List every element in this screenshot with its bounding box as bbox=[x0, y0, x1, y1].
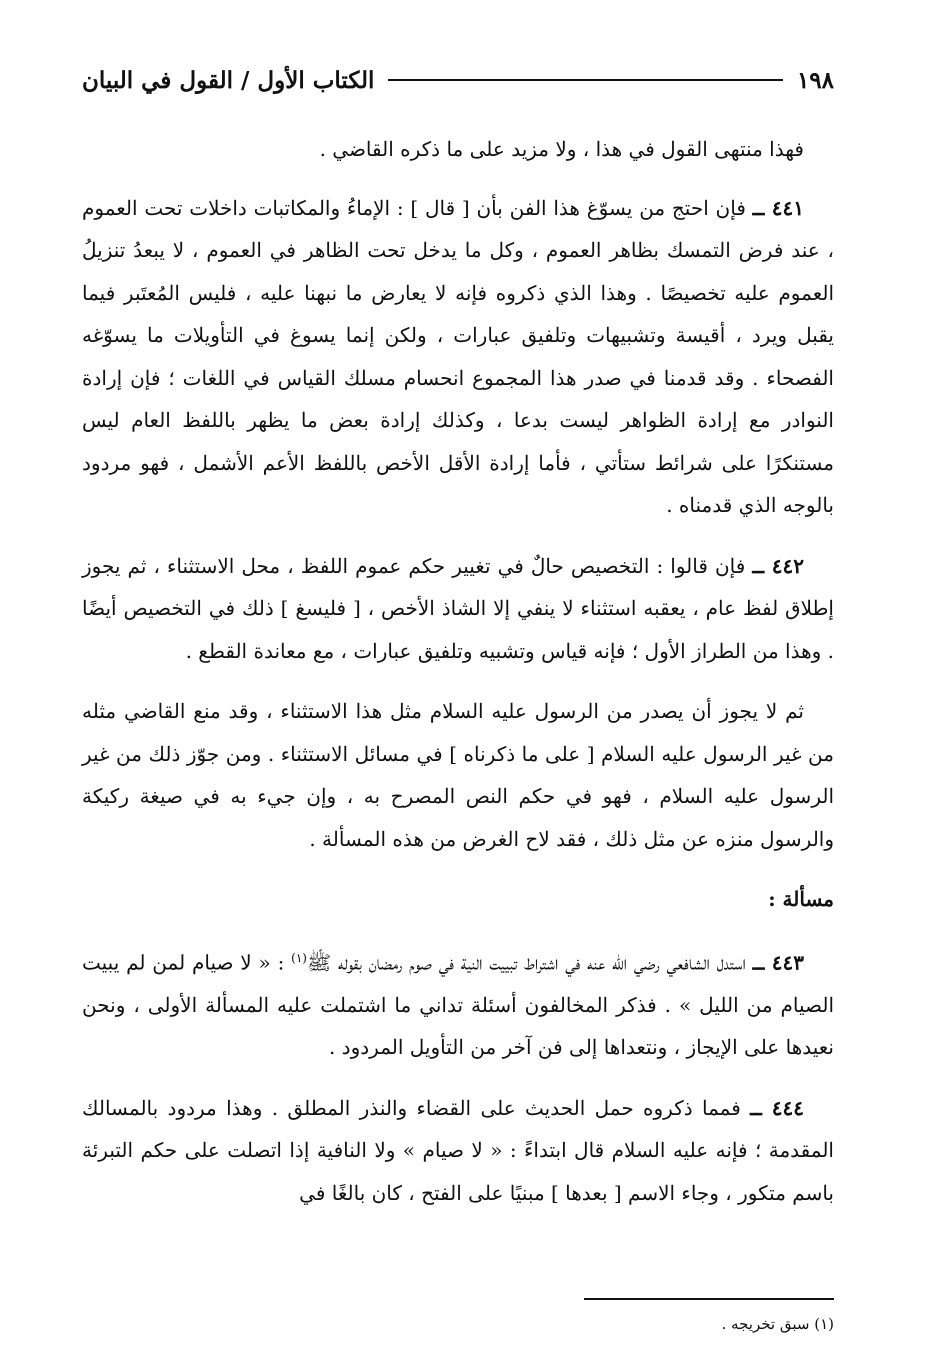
paragraph-number: ٤٤١ ــ bbox=[752, 195, 805, 220]
intro-paragraph: فهذا منتهى القول في هذا ، ولا مزيد على ما ذكره القاضي . bbox=[319, 137, 804, 161]
paragraph-443 bbox=[82, 937, 834, 1069]
footnote-rule bbox=[584, 1298, 834, 1300]
body-text bbox=[82, 128, 834, 1232]
paragraph-number: ٤٤٣ ــ bbox=[752, 950, 805, 975]
paragraph-text: : « لا صيام لمن لم يبيت الصيام من الليل » . فذكر المخالفون أسئلة تداني ما اشتملت عليه المسألة الأولى ، ونحن نعيدها على الإيجاز ، ونتعداها إلى فن آخر من التأويل المردود . bbox=[82, 950, 834, 1060]
paragraph-number: ٤٤٤ ــ bbox=[750, 1095, 805, 1120]
page-number: ١٩٨ bbox=[796, 66, 834, 94]
paragraph-441 bbox=[82, 187, 834, 527]
paragraph-text: استدل الشافعي رضي الله عنه في اشتراط تبييت النية في صوم رمضان بقوله ﷺ bbox=[306, 950, 746, 975]
footnote-marker[interactable]: (١) bbox=[291, 950, 307, 965]
paragraph-text: فإن احتج من يسوّغ هذا الفن بأن [ قال ] : الإماءُ والمكاتبات داخلات تحت العموم ، عند فرض التمسك بظاهر العموم ، وكل ما يدخل تحت الظاهر في العموم ، لا يبعدُ تنزيلُ العموم عليه تخصيصًا . وهذا الذي ذكروه فإنه لا يعارض ما نبهنا عليه ، فليس المُعتَبر فيما يقبل ويرد ، أقيسة وتشبيهات وتلفيق عبارات ، ولكن إنما يسوغ في التأويلات ما يسوّغه الفصحاء . وقد قدمنا في صدر هذا المجموع انحسام مسلك القياس في اللغات ؛ فإن إرادة النوادر مع إرادة الظواهر ليست بدعا ، وكذلك إرادة بعض ما يظهر باللفظ العام ليس مستنكرًا على شرائط ستأتي ، فأما إرادة الأقل الأخص باللفظ الأعم الأشمل ، فهو مردود بالوجه الذي قدمناه . bbox=[82, 195, 834, 517]
paragraph-442 bbox=[82, 545, 834, 673]
header-rule bbox=[388, 79, 783, 81]
paragraph-text: فإن قالوا : التخصيص حالٌ في تغيير حكم عموم اللفظ ، محل الاستثناء ، ثم يجوز إطلاق لفظ عام ، يعقبه استثناء لا ينفي إلا الشاذ الأخص ، [ فليسغ ] ذلك في التخصيص أيضًا . وهذا من الطراز الأول ؛ فإنه قياس وتشبيه وتلفيق عبارات ، مع معاندة القطع . bbox=[82, 553, 834, 663]
paragraph-number: ٤٤٢ ــ bbox=[752, 553, 804, 578]
page-header bbox=[82, 60, 834, 100]
running-title: الكتاب الأول / القول في البيان bbox=[82, 66, 375, 94]
paragraph-442-continued: ثم لا يجوز أن يصدر من الرسول عليه السلام مثل هذا الاستثناء ، وقد منع القاضي مثله من غير الرسول عليه السلام [ على ما ذكرناه ] في مسائل الاستثناء . ومن جوّز ذلك من غير الرسول عليه السلام ، فهو في حكم النص المصرح به ، وإن جيء به في صيغة ركيكة والرسول منزه عن مثل ذلك ، فقد لاح الغرض من هذه المسألة . bbox=[82, 699, 834, 851]
paragraph-text: فمما ذكروه حمل الحديث على القضاء والنذر المطلق . وهذا مردود بالمسالك المقدمة ؛ فإنه عليه السلام قال ابتداءً : « لا صيام » ولا النافية إذا اتصلت على حكم التبرئة باسم متكور ، وجاء الاسم [ بعدها ] مبنيًا على الفتح ، كان بالغًا في bbox=[82, 1095, 834, 1205]
footnote: (١) سبق تخريجه . bbox=[721, 1315, 834, 1333]
section-heading: مسألة : bbox=[768, 887, 834, 911]
paragraph-444 bbox=[82, 1087, 834, 1215]
